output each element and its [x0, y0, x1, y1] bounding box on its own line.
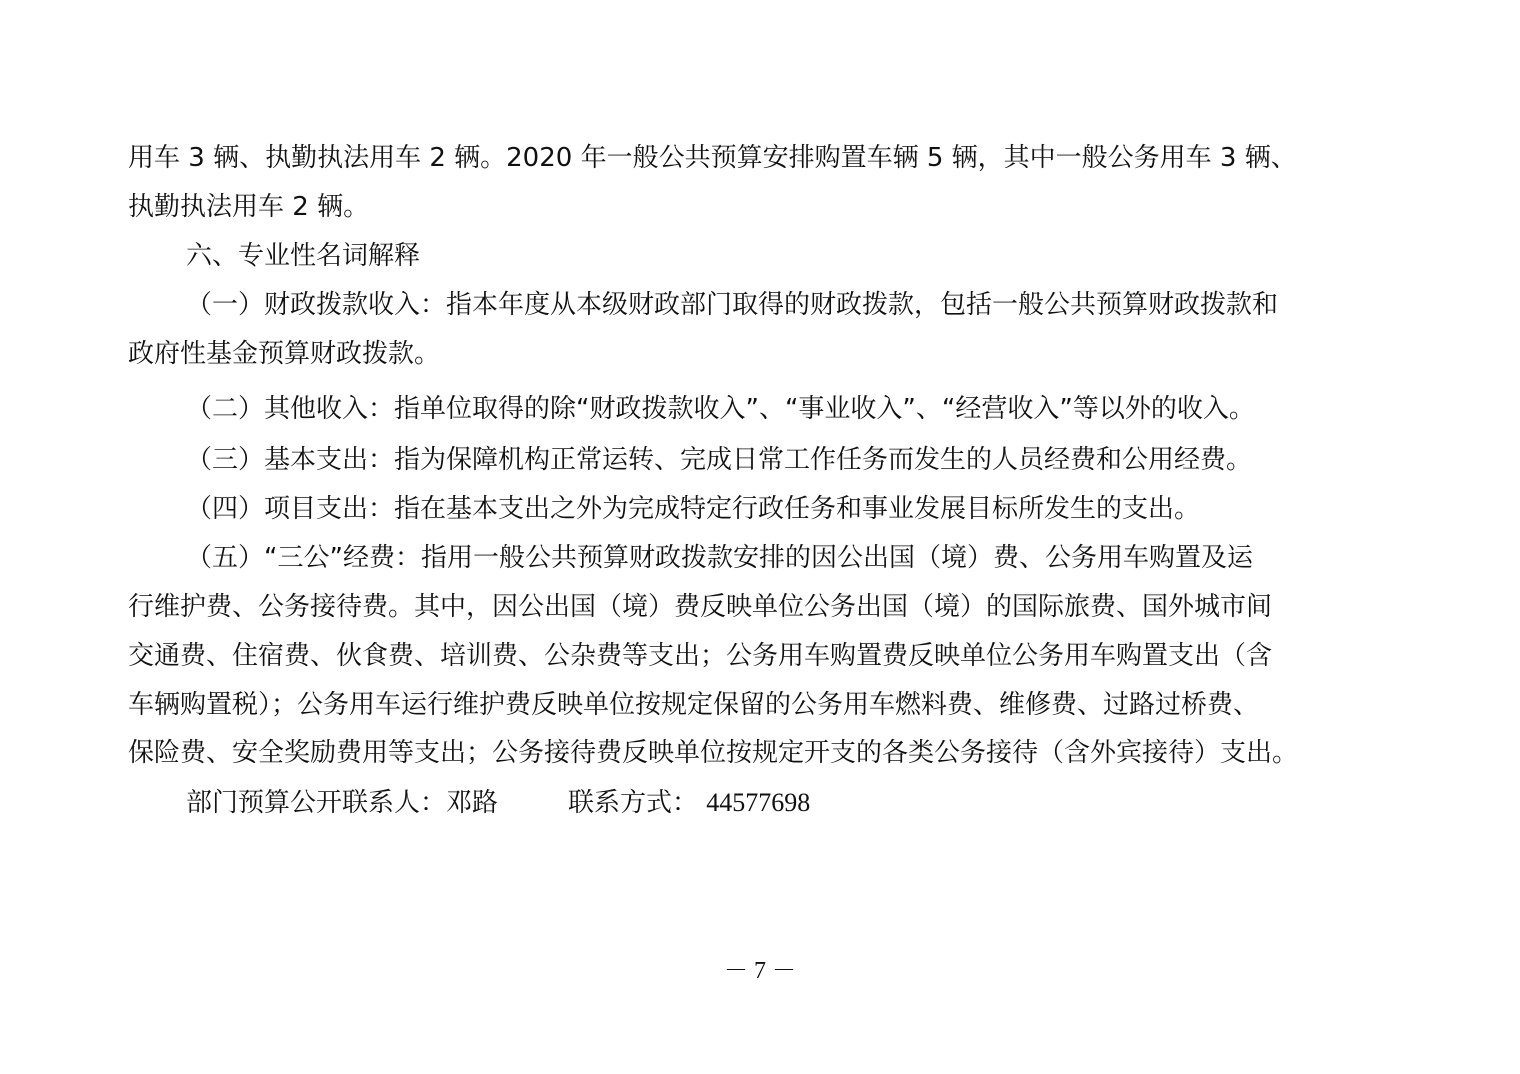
- paragraph-line-1: 用车 3 辆、执勤执法用车 2 辆。2020 年一般公共预算安排购置车辆 5 辆，其中一般公务用车 3 辆、: [128, 143, 1297, 173]
- term-3-line: （三）基本支出：指为保障机构正常运转、完成日常工作任务而发生的人员经费和公用经费。: [186, 445, 1253, 475]
- term-5-line-1: （五）“三公”经费：指用一般公共预算财政拨款安排的因公出国（境）费、公务用车购置及运: [186, 543, 1253, 573]
- term-2-line: （二）其他收入：指单位取得的除“财政拨款收入”、“事业收入”、“经营收入”等以外的收入。: [186, 394, 1255, 424]
- contact-phone: 44577698: [706, 788, 811, 817]
- contact-info: [186, 786, 810, 820]
- page-number: － 7 －: [724, 958, 796, 984]
- contact-person: 部门预算公开联系人：邓路: [186, 788, 499, 818]
- paragraph-line-2: 执勤执法用车 2 辆。: [128, 192, 370, 222]
- section-heading-terms: 六、专业性名词解释: [186, 241, 421, 271]
- term-1-line-2: 政府性基金预算财政拨款。: [128, 339, 441, 369]
- term-1-line-1: （一）财政拨款收入：指本年度从本级财政部门取得的财政拨款，包括一般公共预算财政拨款和: [186, 290, 1279, 320]
- term-5-line-5: 保险费、安全奖励费用等支出；公务接待费反映单位按规定开支的各类公务接待（含外宾接待）支出。: [128, 738, 1299, 768]
- term-4-line: （四）项目支出：指在基本支出之外为完成特定行政任务和事业发展目标所发生的支出。: [186, 494, 1201, 524]
- term-5-line-4: 车辆购置税）；公务用车运行维护费反映单位按规定保留的公务用车燃料费、维修费、过路过桥费、: [128, 690, 1260, 720]
- term-5-line-2: 行维护费、公务接待费。其中，因公出国（境）费反映单位公务出国（境）的国际旅费、国外城市间: [128, 592, 1273, 622]
- contact-method-label: 联系方式：: [568, 788, 699, 818]
- term-5-line-3: 交通费、住宿费、伙食费、培训费、公杂费等支出；公务用车购置费反映单位公务用车购置支出（含: [128, 641, 1273, 671]
